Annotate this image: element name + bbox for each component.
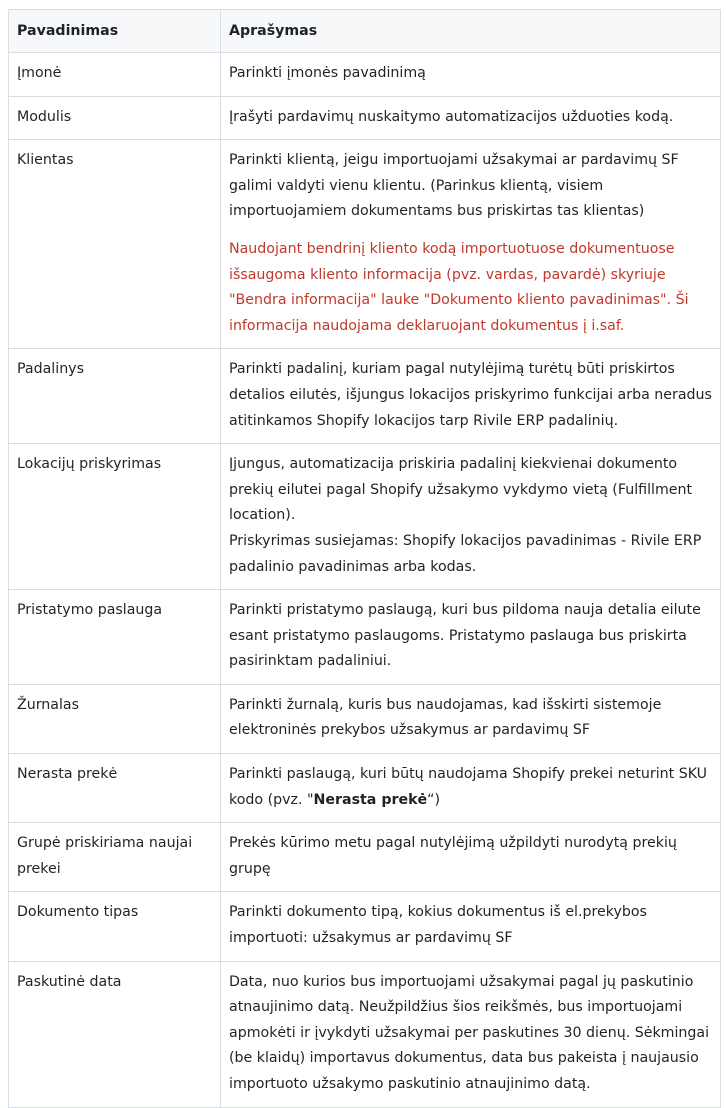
row-description <box>221 140 721 349</box>
client-code-note: Naudojant bendrinį kliento kodą importuotuose dokumentuose išsaugoma kliento informacija (pvz. vardas, pavardė) skyriuje "Bendra informacija" lauke "Dokumento kliento pavadinimas". Ši informacija naudojama deklaruojant dokumentus į i.saf. <box>229 240 689 334</box>
row-description: Parinkti pristatymo paslaugą, kuri bus pildoma nauja detalia eilute esant pristatymo paslaugoms. Pristatymo paslauga bus priskirta pasirinktam padaliniui. <box>221 590 721 685</box>
table-row <box>9 96 721 140</box>
row-description-text: Parinkti klientą, jeigu importuojami užsakymai ar pardavimų SF galimi valdyti vienu klientu. (Parinkus klientą, visiem importuojamiem dokumentams bus priskirtas tas klientas) <box>229 152 679 220</box>
row-description-text: Parinkti paslaugą, kuri būtų naudojama Shopify prekei neturint SKU kodo (pvz. " <box>229 766 708 808</box>
table-row <box>9 961 721 1107</box>
table-row <box>9 53 721 97</box>
column-header-name: Pavadinimas <box>9 10 221 53</box>
row-name: Modulis <box>9 96 221 140</box>
table-row <box>9 590 721 685</box>
row-name: Klientas <box>9 140 221 349</box>
row-name: Dokumento tipas <box>9 892 221 961</box>
table-row <box>9 684 721 753</box>
column-header-description: Aprašymas <box>221 10 721 53</box>
table-row <box>9 754 721 823</box>
table-row <box>9 892 721 961</box>
table-row <box>9 444 721 590</box>
row-name: Lokacijų priskyrimas <box>9 444 221 590</box>
row-description <box>221 754 721 823</box>
row-description: Įrašyti pardavimų nuskaitymo automatizacijos užduoties kodą. <box>221 96 721 140</box>
row-name: Padalinys <box>9 349 221 444</box>
row-name: Paskutinė data <box>9 961 221 1107</box>
row-name: Pristatymo paslauga <box>9 590 221 685</box>
row-description <box>221 444 721 590</box>
table-row <box>9 349 721 444</box>
table-row <box>9 823 721 892</box>
table-header-row <box>9 10 721 53</box>
row-description: Data, nuo kurios bus importuojami užsakymai pagal jų paskutinio atnaujinimo datą. Neužpildžius šios reikšmės, bus importuojami apmokėti ir įvykdyti užsakymai per paskutines 30 dienų. Sėkmingai (be klaidų) importavus dokumentus, data bus pakeista į naujausio importuoto užsakymo paskutinio atnaujinimo datą. <box>221 961 721 1107</box>
row-description-text: Įjungus, automatizacija priskiria padalinį kiekvienai dokumento prekių eilutei pagal Shopify užsakymo vykdymo vietą (Fulfillment location). <box>229 456 693 524</box>
row-name: Žurnalas <box>9 684 221 753</box>
example-product-name: Nerasta prekė <box>313 791 428 808</box>
row-description-text-2: Priskyrimas susiejamas: Shopify lokacijos pavadinimas - Rivile ERP padalinio pavadinimas arba kodas. <box>229 532 702 575</box>
row-description-suffix: “) <box>427 791 441 808</box>
row-description: Prekės kūrimo metu pagal nutylėjimą užpildyti nurodytą prekių grupę <box>221 823 721 892</box>
row-description: Parinkti dokumento tipą, kokius dokumentus iš el.prekybos importuoti: užsakymus ar pardavimų SF <box>221 892 721 961</box>
row-name: Įmonė <box>9 53 221 97</box>
row-name: Nerasta prekė <box>9 754 221 823</box>
row-description: Parinkti įmonės pavadinimą <box>221 53 721 97</box>
table-row <box>9 140 721 349</box>
row-description: Parinkti žurnalą, kuris bus naudojamas, kad išskirti sistemoje elektroninės prekybos užsakymus ar pardavimų SF <box>221 684 721 753</box>
row-description: Parinkti padalinį, kuriam pagal nutylėjimą turėtų būti priskirtos detalios eilutės, išjungus lokacijos priskyrimo funkcijai arba neradus atitinkamos Shopify lokacijos tarp Rivile ERP padalinių. <box>221 349 721 444</box>
settings-table <box>8 9 721 1108</box>
row-name: Grupė priskiriama naujai prekei <box>9 823 221 892</box>
